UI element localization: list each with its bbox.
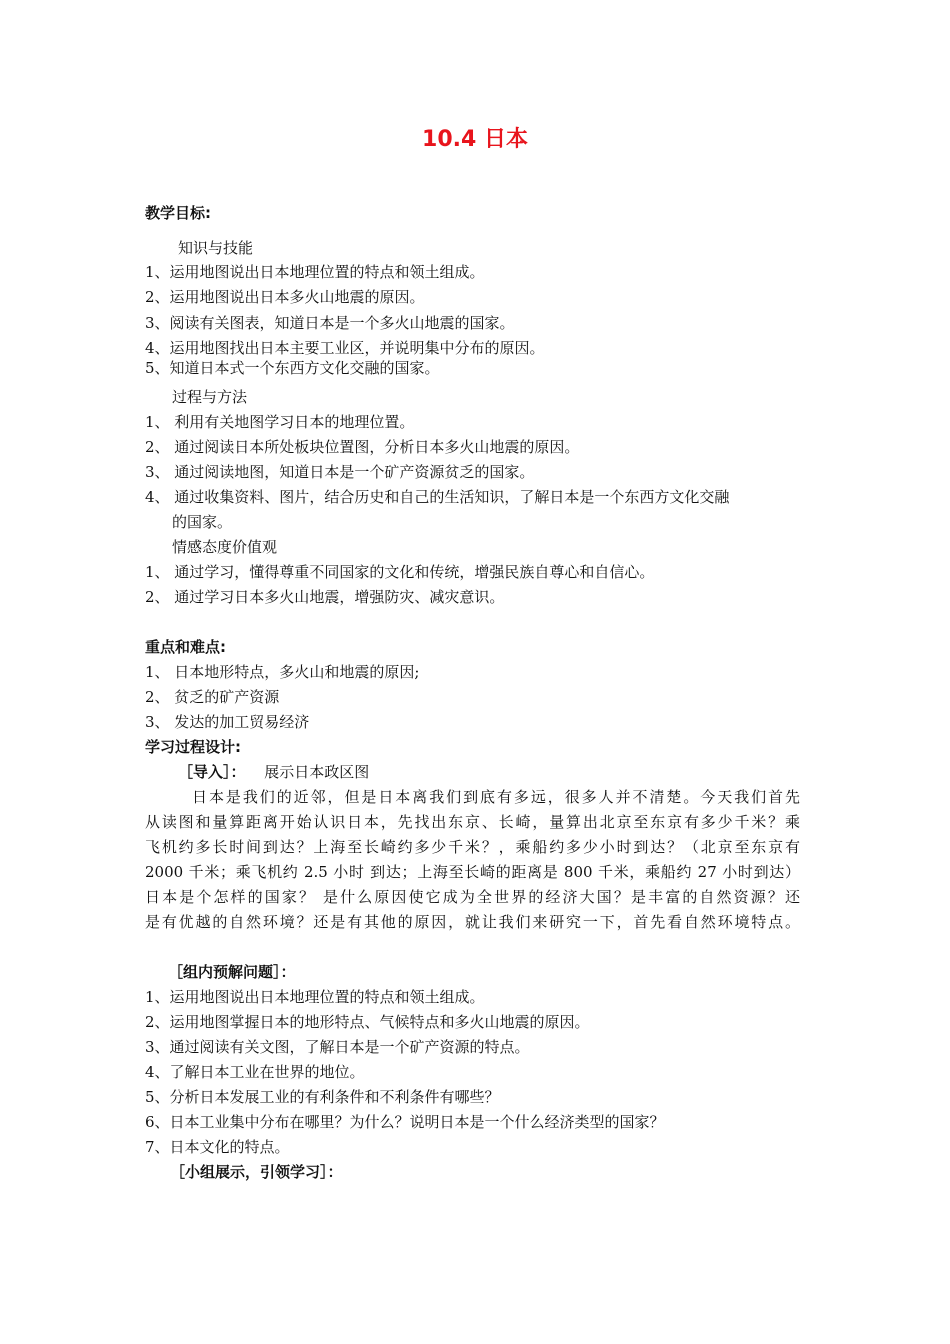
- showcase-heading: ［小组展示，引领学习］：: [170, 1163, 343, 1181]
- group-heading: ［组内预解问题］：: [168, 963, 296, 981]
- list-item: 1、 通过学习，懂得尊重不同国家的文化和传统，增强民族自尊心和自信心。: [145, 563, 655, 581]
- list-item: 1、运用地图说出日本地理位置的特点和领土组成。: [145, 263, 485, 281]
- paragraph-line: 从读图和量算距离开始认识日本，先找出东京、长崎，量算出北京至东京有多少千米？乘: [145, 813, 800, 831]
- document-title: 10.4 日本: [422, 127, 528, 152]
- list-item: 2、 通过阅读日本所处板块位置图，分析日本多火山地震的原因。: [145, 438, 580, 456]
- paragraph-line: 飞机约多长时间到达？上海至长崎约多少千米？，乘船约多少小时到达？（北京至东京有: [145, 838, 800, 856]
- paragraph-line: 2000 千米；乘飞机约 2.5 小时 到达；上海至长崎的距离是 800 千米，乘船约 27 小时到达）: [145, 863, 800, 881]
- list-item: 3、 发达的加工贸易经济: [145, 713, 310, 731]
- list-item: 7、日本文化的特点。: [145, 1138, 290, 1156]
- list-item: 2、 贫乏的矿产资源: [145, 688, 280, 706]
- list-item: 2、 通过学习日本多火山地震，增强防灾、减灾意识。: [145, 588, 505, 606]
- list-item: 1、运用地图说出日本地理位置的特点和领土组成。: [145, 988, 485, 1006]
- list-item: 1、 利用有关地图学习日本的地理位置。: [145, 413, 415, 431]
- list-item: 4、 通过收集资料、图片，结合历史和自己的生活知识，了解日本是一个东西方文化交融: [145, 488, 730, 506]
- list-item: 2、运用地图说出日本多火山地震的原因。: [145, 288, 425, 306]
- paragraph-line: 是有优越的自然环境？还是有其他的原因，就让我们来研究一下，首先看自然环境特点。: [145, 913, 800, 931]
- paragraph-line: 日本是个怎样的国家？ 是什么原因使它成为全世界的经济大国？是丰富的自然资源？还: [145, 888, 800, 906]
- list-item: 1、 日本地形特点，多火山和地震的原因;: [145, 663, 420, 681]
- objectives-heading: 教学目标:: [145, 204, 211, 222]
- process-subheading: 过程与方法: [172, 388, 248, 406]
- emotion-subheading: 情感态度价值观: [172, 538, 278, 556]
- knowledge-subheading: 知识与技能: [178, 239, 254, 257]
- paragraph-line: 日本是我们的近邻，但是日本离我们到底有多远，很多人并不清楚。今天我们首先: [192, 788, 800, 806]
- list-item-continuation: 的国家。: [172, 513, 233, 531]
- process-design-heading: 学习过程设计:: [145, 738, 241, 756]
- list-item: 6、日本工业集中分布在哪里？为什么？说明日本是一个什么经济类型的国家？: [145, 1113, 665, 1131]
- list-item: 3、 通过阅读地图，知道日本是一个矿产资源贫乏的国家。: [145, 463, 535, 481]
- list-item: 4、了解日本工业在世界的地位。: [145, 1063, 365, 1081]
- intro-line: [178, 762, 369, 782]
- intro-label: ［导入］：: [178, 763, 246, 781]
- list-item: 4、运用地图找出日本主要工业区，并说明集中分布的原因。: [145, 339, 545, 357]
- key-heading: 重点和难点:: [145, 638, 226, 656]
- list-item: 3、通过阅读有关文图，了解日本是一个矿产资源的特点。: [145, 1038, 530, 1056]
- list-item: 5、分析日本发展工业的有利条件和不利条件有哪些？: [145, 1088, 500, 1106]
- list-item: 5、知道日本式一个东西方文化交融的国家。: [145, 359, 440, 377]
- intro-text: 展示日本政区图: [264, 763, 370, 781]
- list-item: 2、运用地图掌握日本的地形特点、气候特点和多火山地震的原因。: [145, 1013, 590, 1031]
- list-item: 3、阅读有关图表，知道日本是一个多火山地震的国家。: [145, 314, 515, 332]
